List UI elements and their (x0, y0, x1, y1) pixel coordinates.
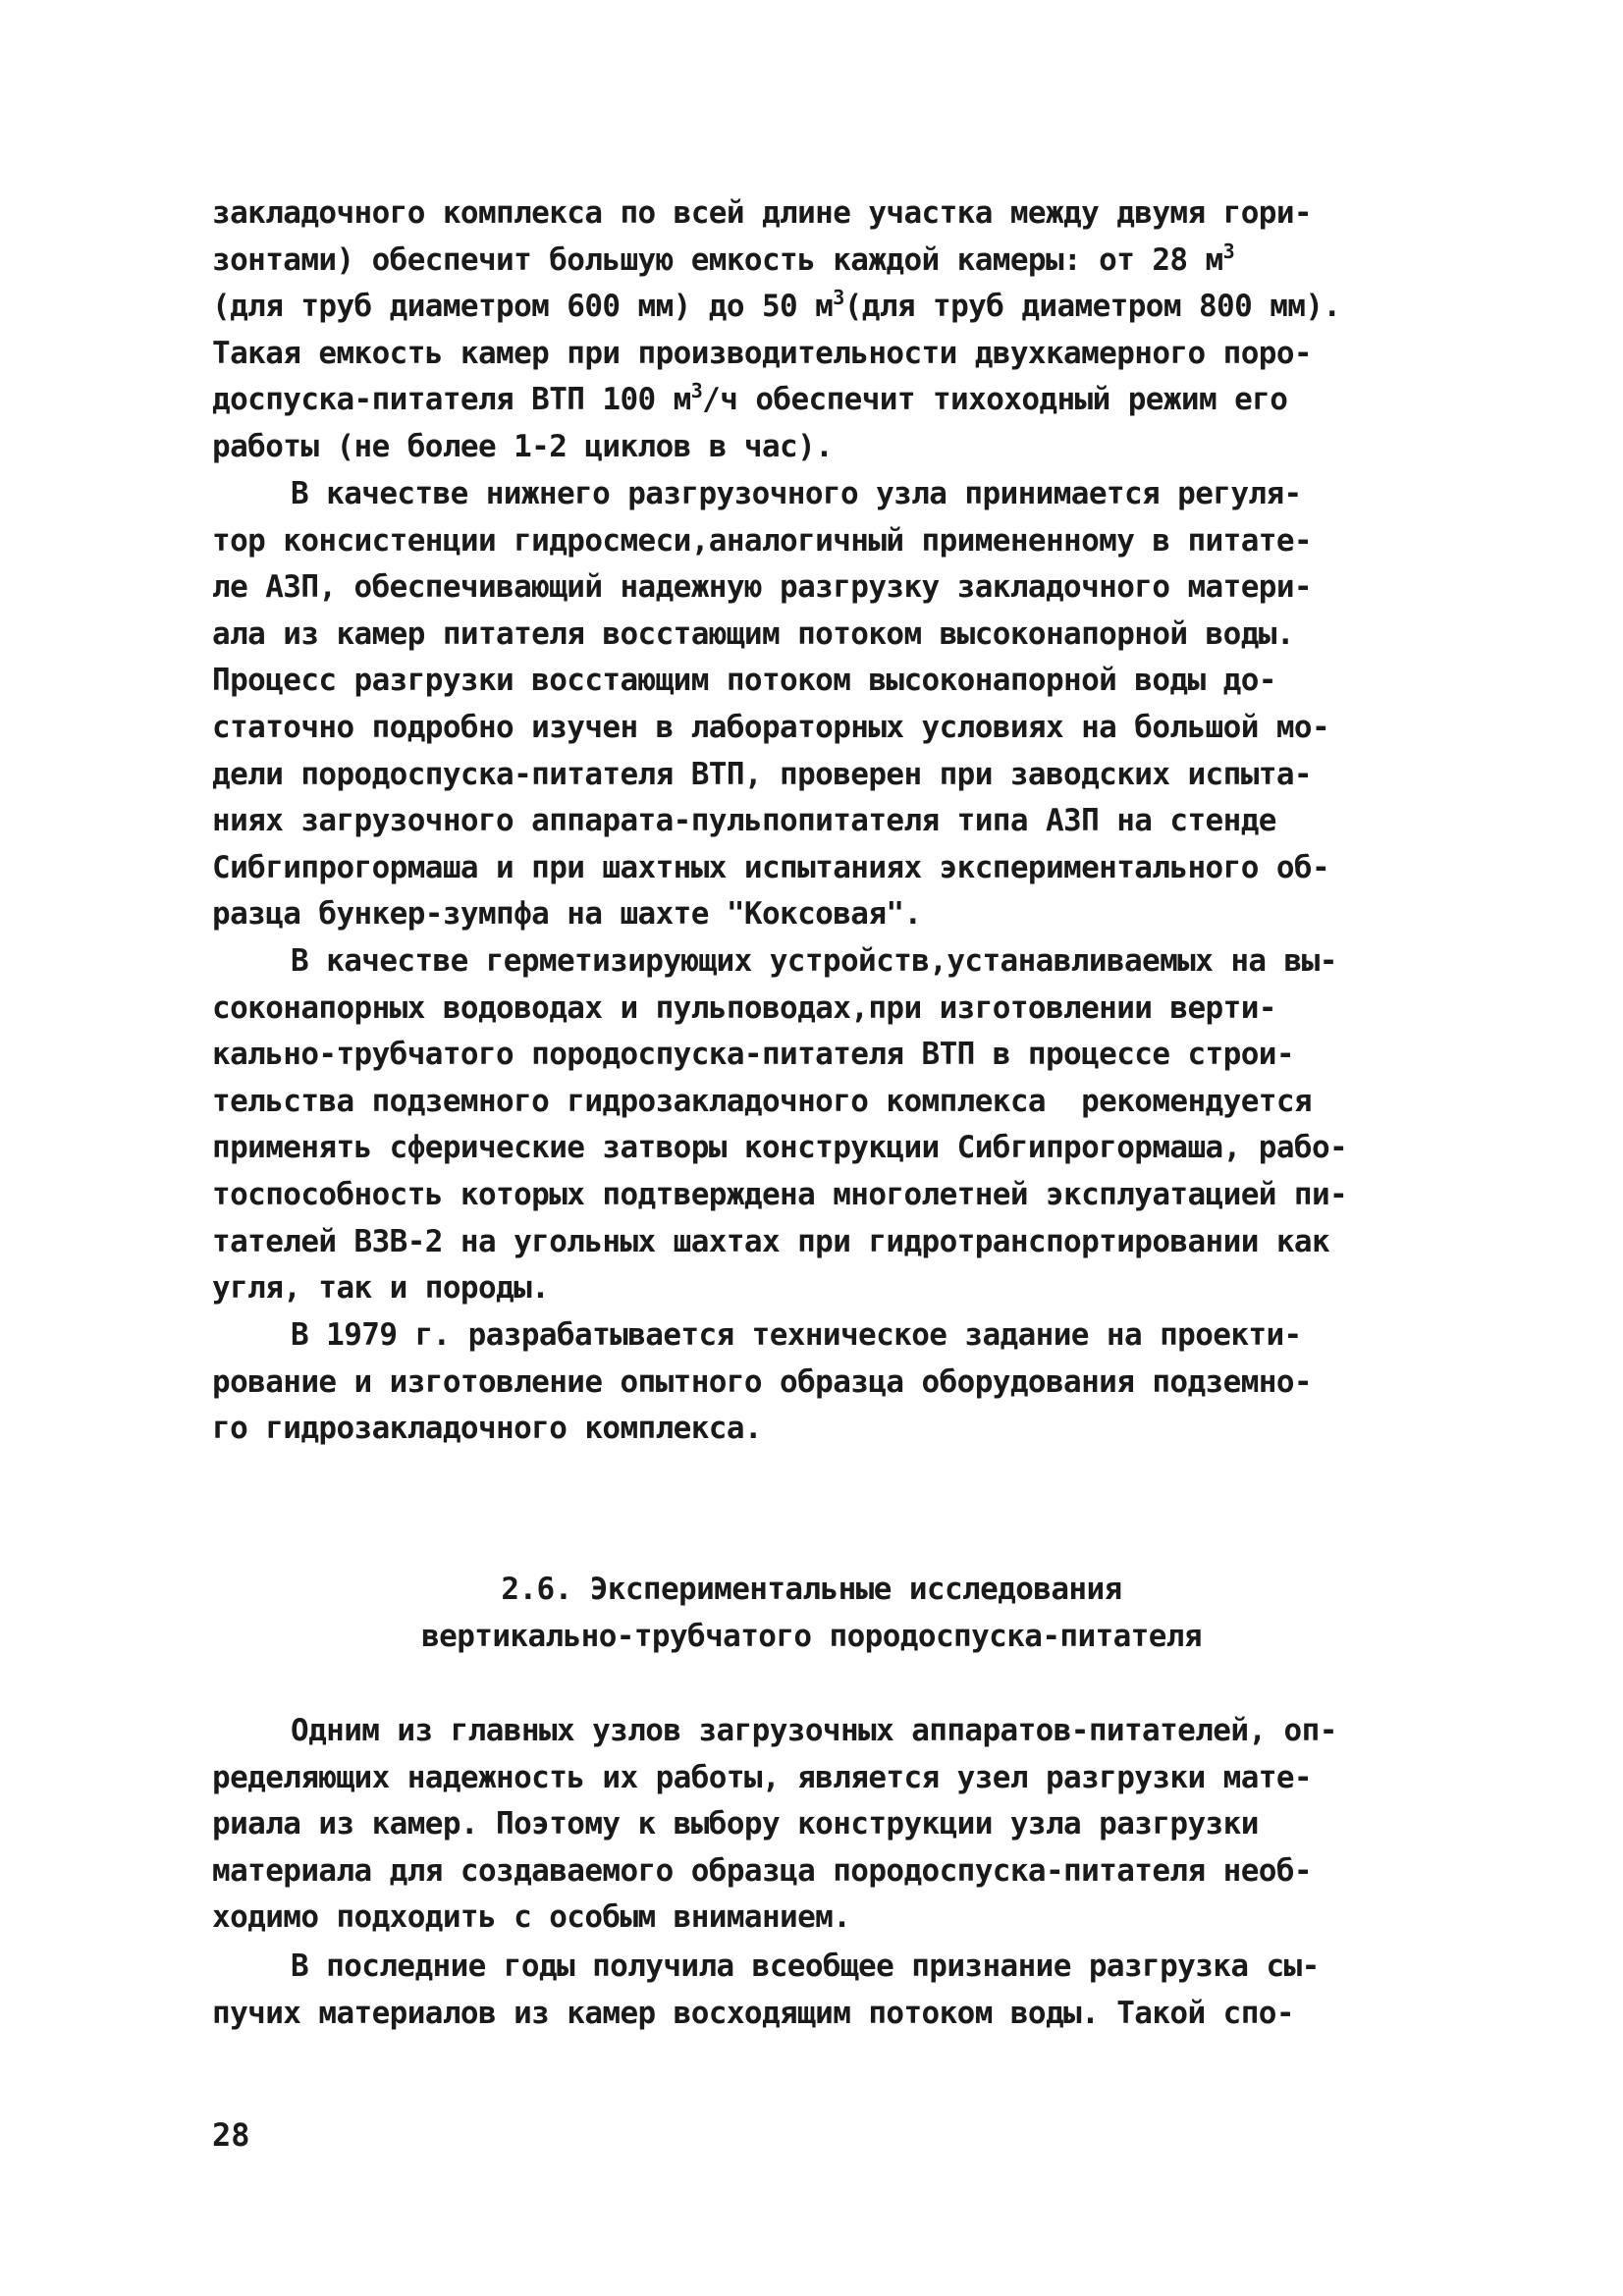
text-line: работы (не более 1-2 циклов в час). (212, 428, 834, 464)
text-line: В качестве нижнего разгрузочного узла принимается регуля- (291, 476, 1302, 511)
text-line: ределяющих надежность их работы, является узел разгрузки мате- (212, 1759, 1312, 1795)
paragraph-technical-task (212, 1312, 1488, 1453)
text-line: тельства подземного гидрозакладочного комплекса рекомендуется (212, 1083, 1312, 1119)
page-number: 28 (212, 2116, 250, 2154)
text-fragment: (для труб диаметром 800 мм). (843, 289, 1341, 325)
text-line: Одним из главных узлов загрузочных аппаратов-питателей, оп- (291, 1713, 1337, 1748)
text-line: пучих материалов из камер восходящим потоком воды. Такой спо- (212, 1995, 1294, 2031)
text-line: В последние годы получила всеобщее признание разгрузка сы- (291, 1949, 1320, 1984)
text-line: соконапорных водоводах и пульповодах,при изготовлении верти- (212, 989, 1276, 1026)
text-fragment: зонтами) обеспечит большую емкость каждой камеры: от 28 м (212, 241, 1223, 278)
text-line: рование и изготовление опытного образца оборудования подземно- (212, 1363, 1312, 1400)
text-line: ле АЗП, обеспечивающий надежную разгрузку закладочного матери- (212, 569, 1312, 606)
text-line: Процесс разгрузки восстающим потоком высоконапорной воды до- (212, 663, 1276, 699)
text-line: угля, так и породы. (212, 1270, 550, 1307)
text-line: ходимо подходить с особым вниманием. (212, 1899, 851, 1936)
text-line: кально-трубчатого породоспуска-питателя ВТП в процессе строи- (212, 1037, 1294, 1073)
text-line: тор консистенции гидросмеси,аналогичный примененному в питате- (212, 522, 1312, 559)
paragraph-continuation (212, 190, 1488, 471)
superscript: 3 (833, 286, 844, 310)
text-line: го гидрозакладочного комплекса. (212, 1411, 762, 1447)
superscript: 3 (690, 379, 703, 403)
text-fragment: /ч обеспечит тихоходный режим его (702, 382, 1288, 418)
text-line: В 1979 г. разрабатывается техническое задание на проекти- (291, 1317, 1302, 1353)
section-heading: 2.6. Экспериментальные исследования (501, 1572, 1122, 1607)
text-line: ниях загрузочного аппарата-пульпопитателя типа АЗП на стенде (212, 803, 1276, 839)
text-line: Такая емкость камер при производительности двухкамерного поро- (212, 335, 1312, 371)
paragraph-sealing-devices (212, 938, 1488, 1312)
text-line: применять сферические затворы конструкции Сибгипрогормаша, рабо- (212, 1130, 1348, 1166)
paragraph-main-units (212, 1708, 1488, 1942)
text-line: тателей ВЗВ-2 на угольных шахтах при гидротранспортировании как (212, 1223, 1330, 1259)
text-line (212, 377, 1488, 424)
text-fragment: (для труб диаметром 600 мм) до 50 м (212, 289, 834, 325)
text-line: риала из камер. Поэтому к выбору конструкции узла разгрузки (212, 1806, 1259, 1842)
paragraph-lower-unloading (212, 471, 1488, 938)
text-line: тоспособность которых подтверждена многолетней эксплуатацией пи- (212, 1176, 1348, 1212)
section-heading-subtitle: вертикально-трубчатого породоспуска-питателя (421, 1619, 1202, 1654)
text-line: Сибгипрогормаша и при шахтных испытаниях экспериментального об- (212, 849, 1330, 885)
text-line: дели породоспуска-питателя ВТП, проверен при заводских испыта- (212, 756, 1312, 792)
text-line: разца бункер-зумпфа на шахте "Коксовая". (212, 896, 922, 933)
text-fragment: доспуска-питателя ВТП 100 м (212, 382, 691, 418)
text-line: В качестве герметизирующих устройств,устанавливаемых на вы- (291, 943, 1337, 979)
text-line (212, 238, 1488, 285)
text-line: материала для создаваемого образца породоспуска-питателя необ- (212, 1852, 1312, 1889)
paragraph-recent-years (212, 1944, 1488, 2037)
text-line: закладочного комплекса по всей длине участка между двумя гори- (212, 195, 1312, 231)
text-line (212, 284, 1488, 331)
text-line: статочно подробно изучен в лабораторных условиях на большой мо- (212, 709, 1330, 745)
superscript: 3 (1222, 239, 1235, 263)
text-line: ала из камер питателя восстающим потоком высоконапорной воды. (212, 615, 1294, 652)
